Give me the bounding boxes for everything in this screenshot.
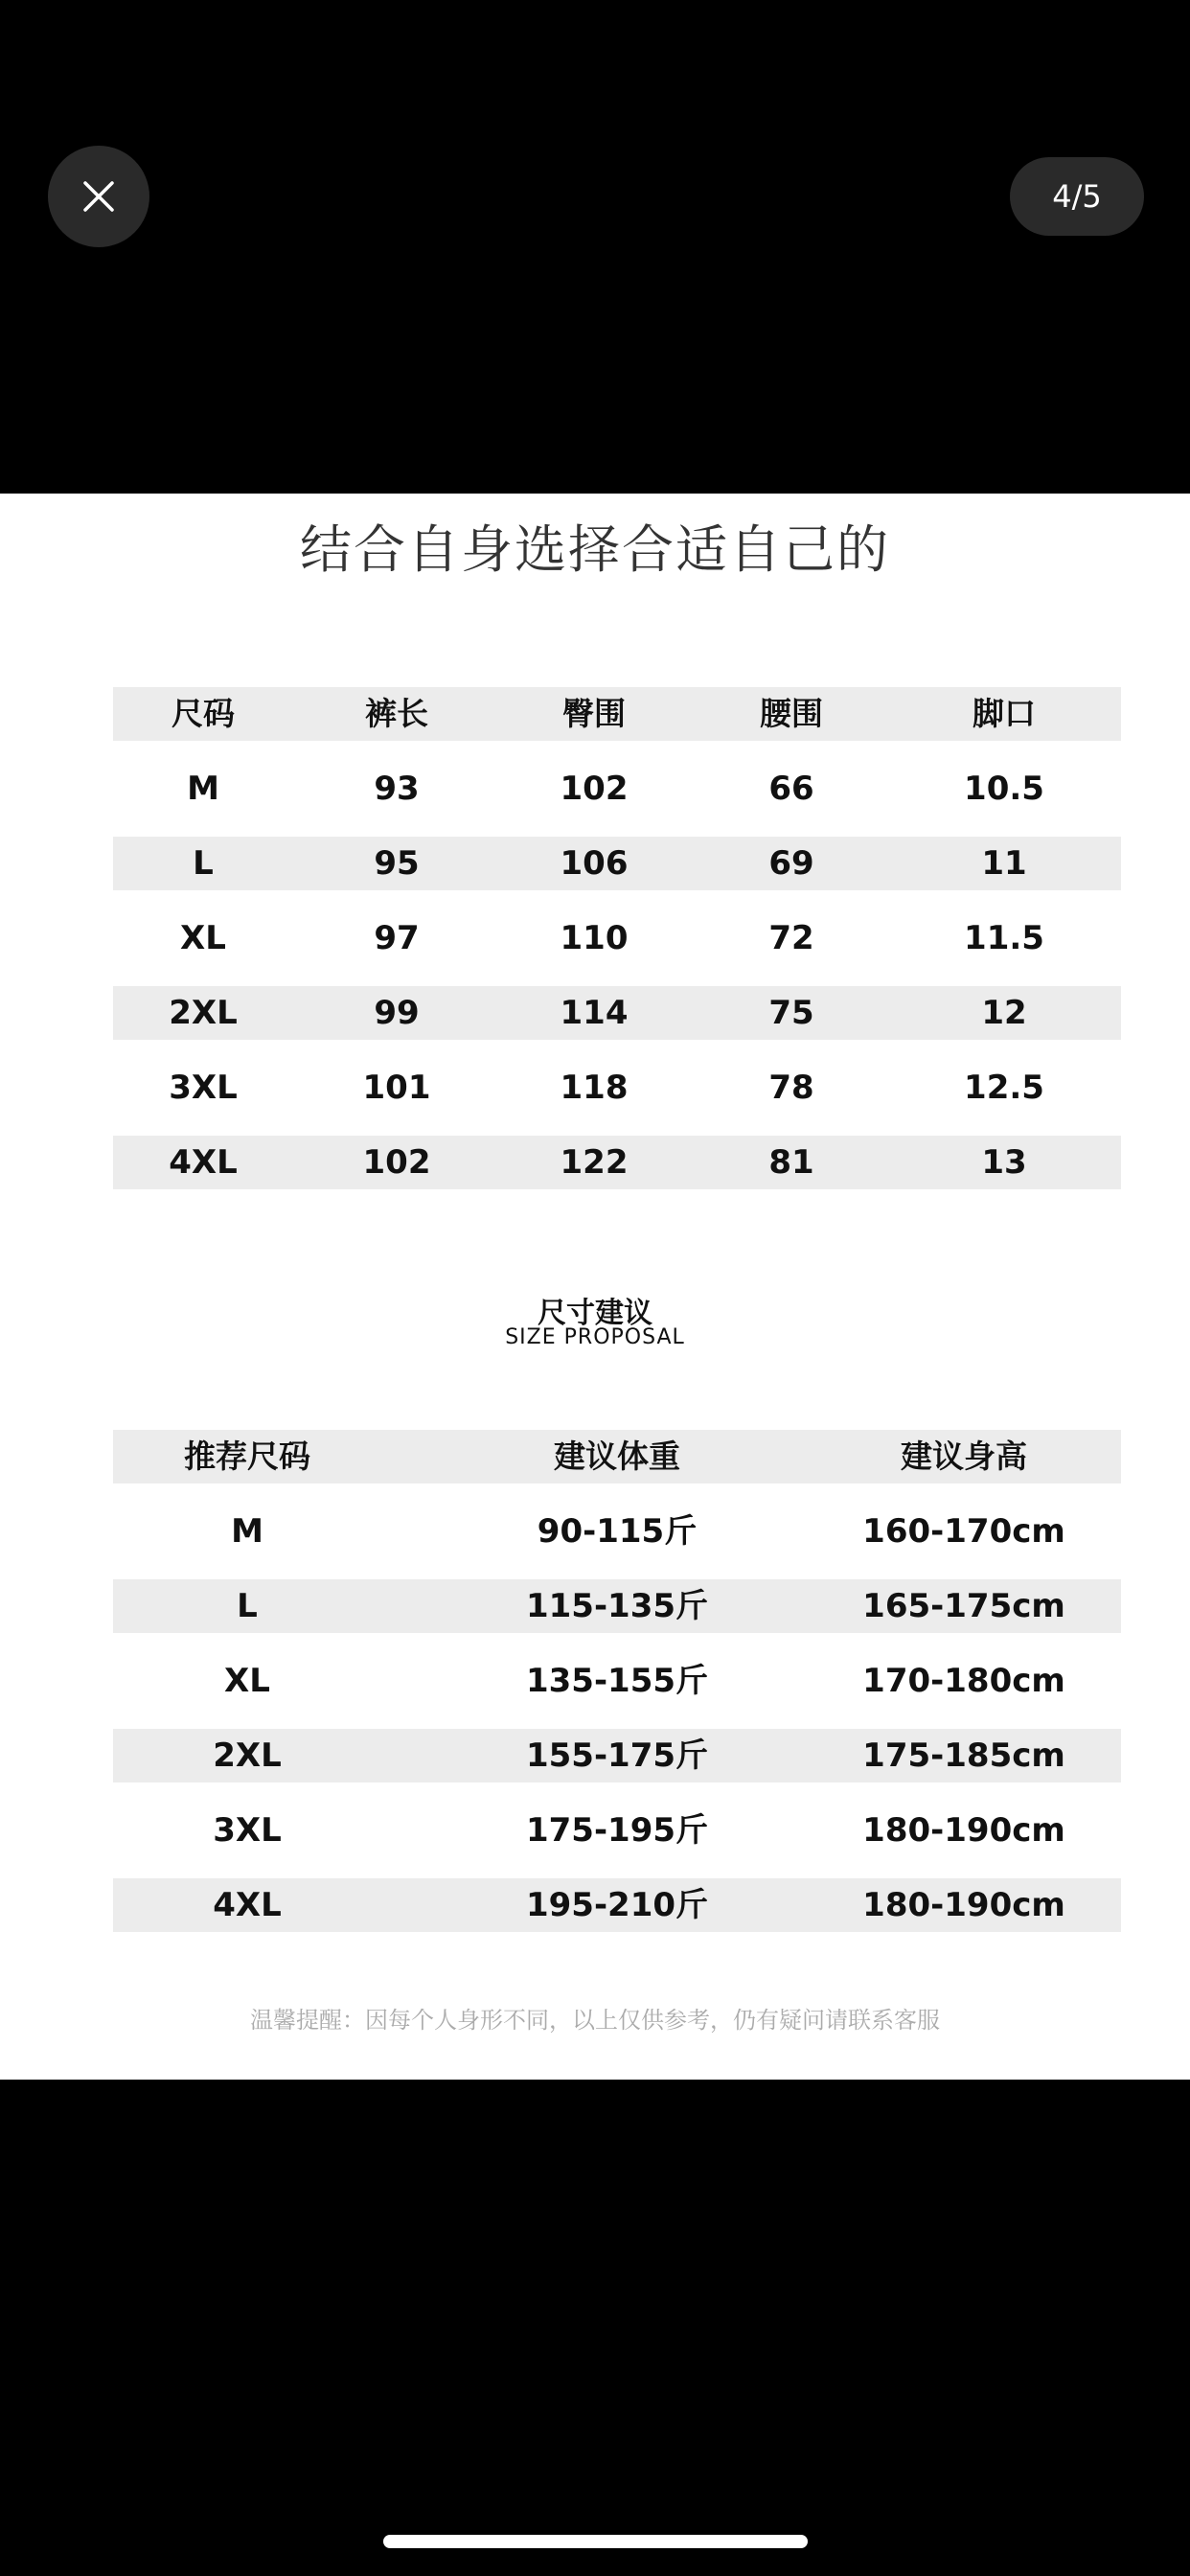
table-cell: 4XL bbox=[169, 1143, 238, 1182]
table-cell: M bbox=[187, 770, 219, 808]
table-cell: 2XL bbox=[213, 1736, 282, 1775]
header-cell: 裤长 bbox=[365, 695, 428, 732]
table-cell: 90-115斤 bbox=[537, 1512, 698, 1551]
table-row bbox=[113, 911, 1121, 965]
table-row bbox=[113, 1505, 1121, 1558]
table-cell: 78 bbox=[768, 1069, 814, 1107]
header-cell: 脚口 bbox=[973, 695, 1036, 732]
table-cell: 12.5 bbox=[964, 1069, 1044, 1107]
table-cell: 4XL bbox=[213, 1886, 282, 1924]
table-cell: M bbox=[231, 1512, 263, 1551]
table-row bbox=[113, 1136, 1121, 1189]
table-cell: 122 bbox=[560, 1143, 629, 1182]
table-cell: 81 bbox=[768, 1143, 814, 1182]
table-row bbox=[113, 1729, 1121, 1782]
table-cell: XL bbox=[180, 919, 226, 957]
table-row bbox=[113, 1579, 1121, 1633]
table-cell: 11.5 bbox=[964, 919, 1044, 957]
table-cell: 12 bbox=[981, 994, 1027, 1032]
table-row bbox=[113, 1061, 1121, 1115]
table-row bbox=[113, 1654, 1121, 1708]
table-cell: 75 bbox=[768, 994, 814, 1032]
table-cell: 170-180cm bbox=[862, 1662, 1065, 1700]
table-cell: 97 bbox=[374, 919, 420, 957]
proposal-table-header bbox=[113, 1430, 1121, 1484]
table-row bbox=[113, 762, 1121, 816]
home-indicator[interactable] bbox=[383, 2535, 808, 2548]
table-cell: 160-170cm bbox=[862, 1512, 1065, 1551]
table-cell: 165-175cm bbox=[862, 1587, 1065, 1625]
table-cell: 102 bbox=[362, 1143, 431, 1182]
header-cell: 建议体重 bbox=[554, 1438, 680, 1475]
header-cell: 臀围 bbox=[562, 695, 626, 732]
reminder-note: 温馨提醒：因每个人身形不同，以上仅供参考，仍有疑问请联系客服 bbox=[250, 2007, 940, 2034]
headline: 结合自身选择合适自己的 bbox=[300, 519, 890, 580]
table-cell: 66 bbox=[768, 770, 814, 808]
table-cell: 155-175斤 bbox=[525, 1736, 709, 1775]
table-cell: L bbox=[237, 1587, 258, 1625]
header-cell: 建议身高 bbox=[901, 1438, 1027, 1475]
table-cell: 3XL bbox=[169, 1069, 238, 1107]
page-indicator: 4/5 bbox=[1010, 157, 1144, 236]
table-cell: 99 bbox=[374, 994, 420, 1032]
table-row bbox=[113, 986, 1121, 1040]
table-cell: 13 bbox=[981, 1143, 1027, 1182]
table-cell: 3XL bbox=[213, 1811, 282, 1850]
size-table-header bbox=[113, 687, 1121, 741]
table-cell: 101 bbox=[362, 1069, 431, 1107]
table-cell: 195-210斤 bbox=[525, 1886, 709, 1924]
table-cell: 135-155斤 bbox=[525, 1662, 709, 1700]
table-cell: 102 bbox=[560, 770, 629, 808]
table-cell: 175-185cm bbox=[862, 1736, 1065, 1775]
table-row bbox=[113, 1878, 1121, 1932]
header-cell: 尺码 bbox=[172, 695, 235, 732]
table-cell: 118 bbox=[560, 1069, 629, 1107]
table-cell: XL bbox=[224, 1662, 270, 1700]
proposal-table bbox=[113, 1430, 1121, 1953]
table-cell: 110 bbox=[560, 919, 629, 957]
close-button[interactable] bbox=[48, 146, 149, 247]
table-cell: 2XL bbox=[169, 994, 238, 1032]
size-table bbox=[113, 687, 1121, 1210]
table-cell: 114 bbox=[560, 994, 629, 1032]
table-cell: 180-190cm bbox=[862, 1886, 1065, 1924]
table-cell: 69 bbox=[768, 844, 814, 883]
table-cell: 106 bbox=[560, 844, 629, 883]
table-cell: 95 bbox=[374, 844, 420, 883]
table-cell: 11 bbox=[981, 844, 1027, 883]
table-cell: 180-190cm bbox=[862, 1811, 1065, 1850]
table-cell: 72 bbox=[768, 919, 814, 957]
table-row bbox=[113, 1804, 1121, 1857]
proposal-subtitle: SIZE PROPOSAL bbox=[505, 1325, 685, 1349]
table-cell: 115-135斤 bbox=[525, 1587, 709, 1625]
table-row bbox=[113, 837, 1121, 890]
header-cell: 腰围 bbox=[760, 695, 823, 732]
table-cell: 93 bbox=[374, 770, 420, 808]
close-icon bbox=[81, 179, 116, 214]
header-cell: 推荐尺码 bbox=[184, 1438, 310, 1475]
proposal-title: 尺寸建议 bbox=[538, 1297, 652, 1330]
table-cell: L bbox=[193, 844, 214, 883]
table-cell: 10.5 bbox=[964, 770, 1044, 808]
image-panel[interactable] bbox=[0, 494, 1190, 2080]
table-cell: 175-195斤 bbox=[525, 1811, 709, 1850]
